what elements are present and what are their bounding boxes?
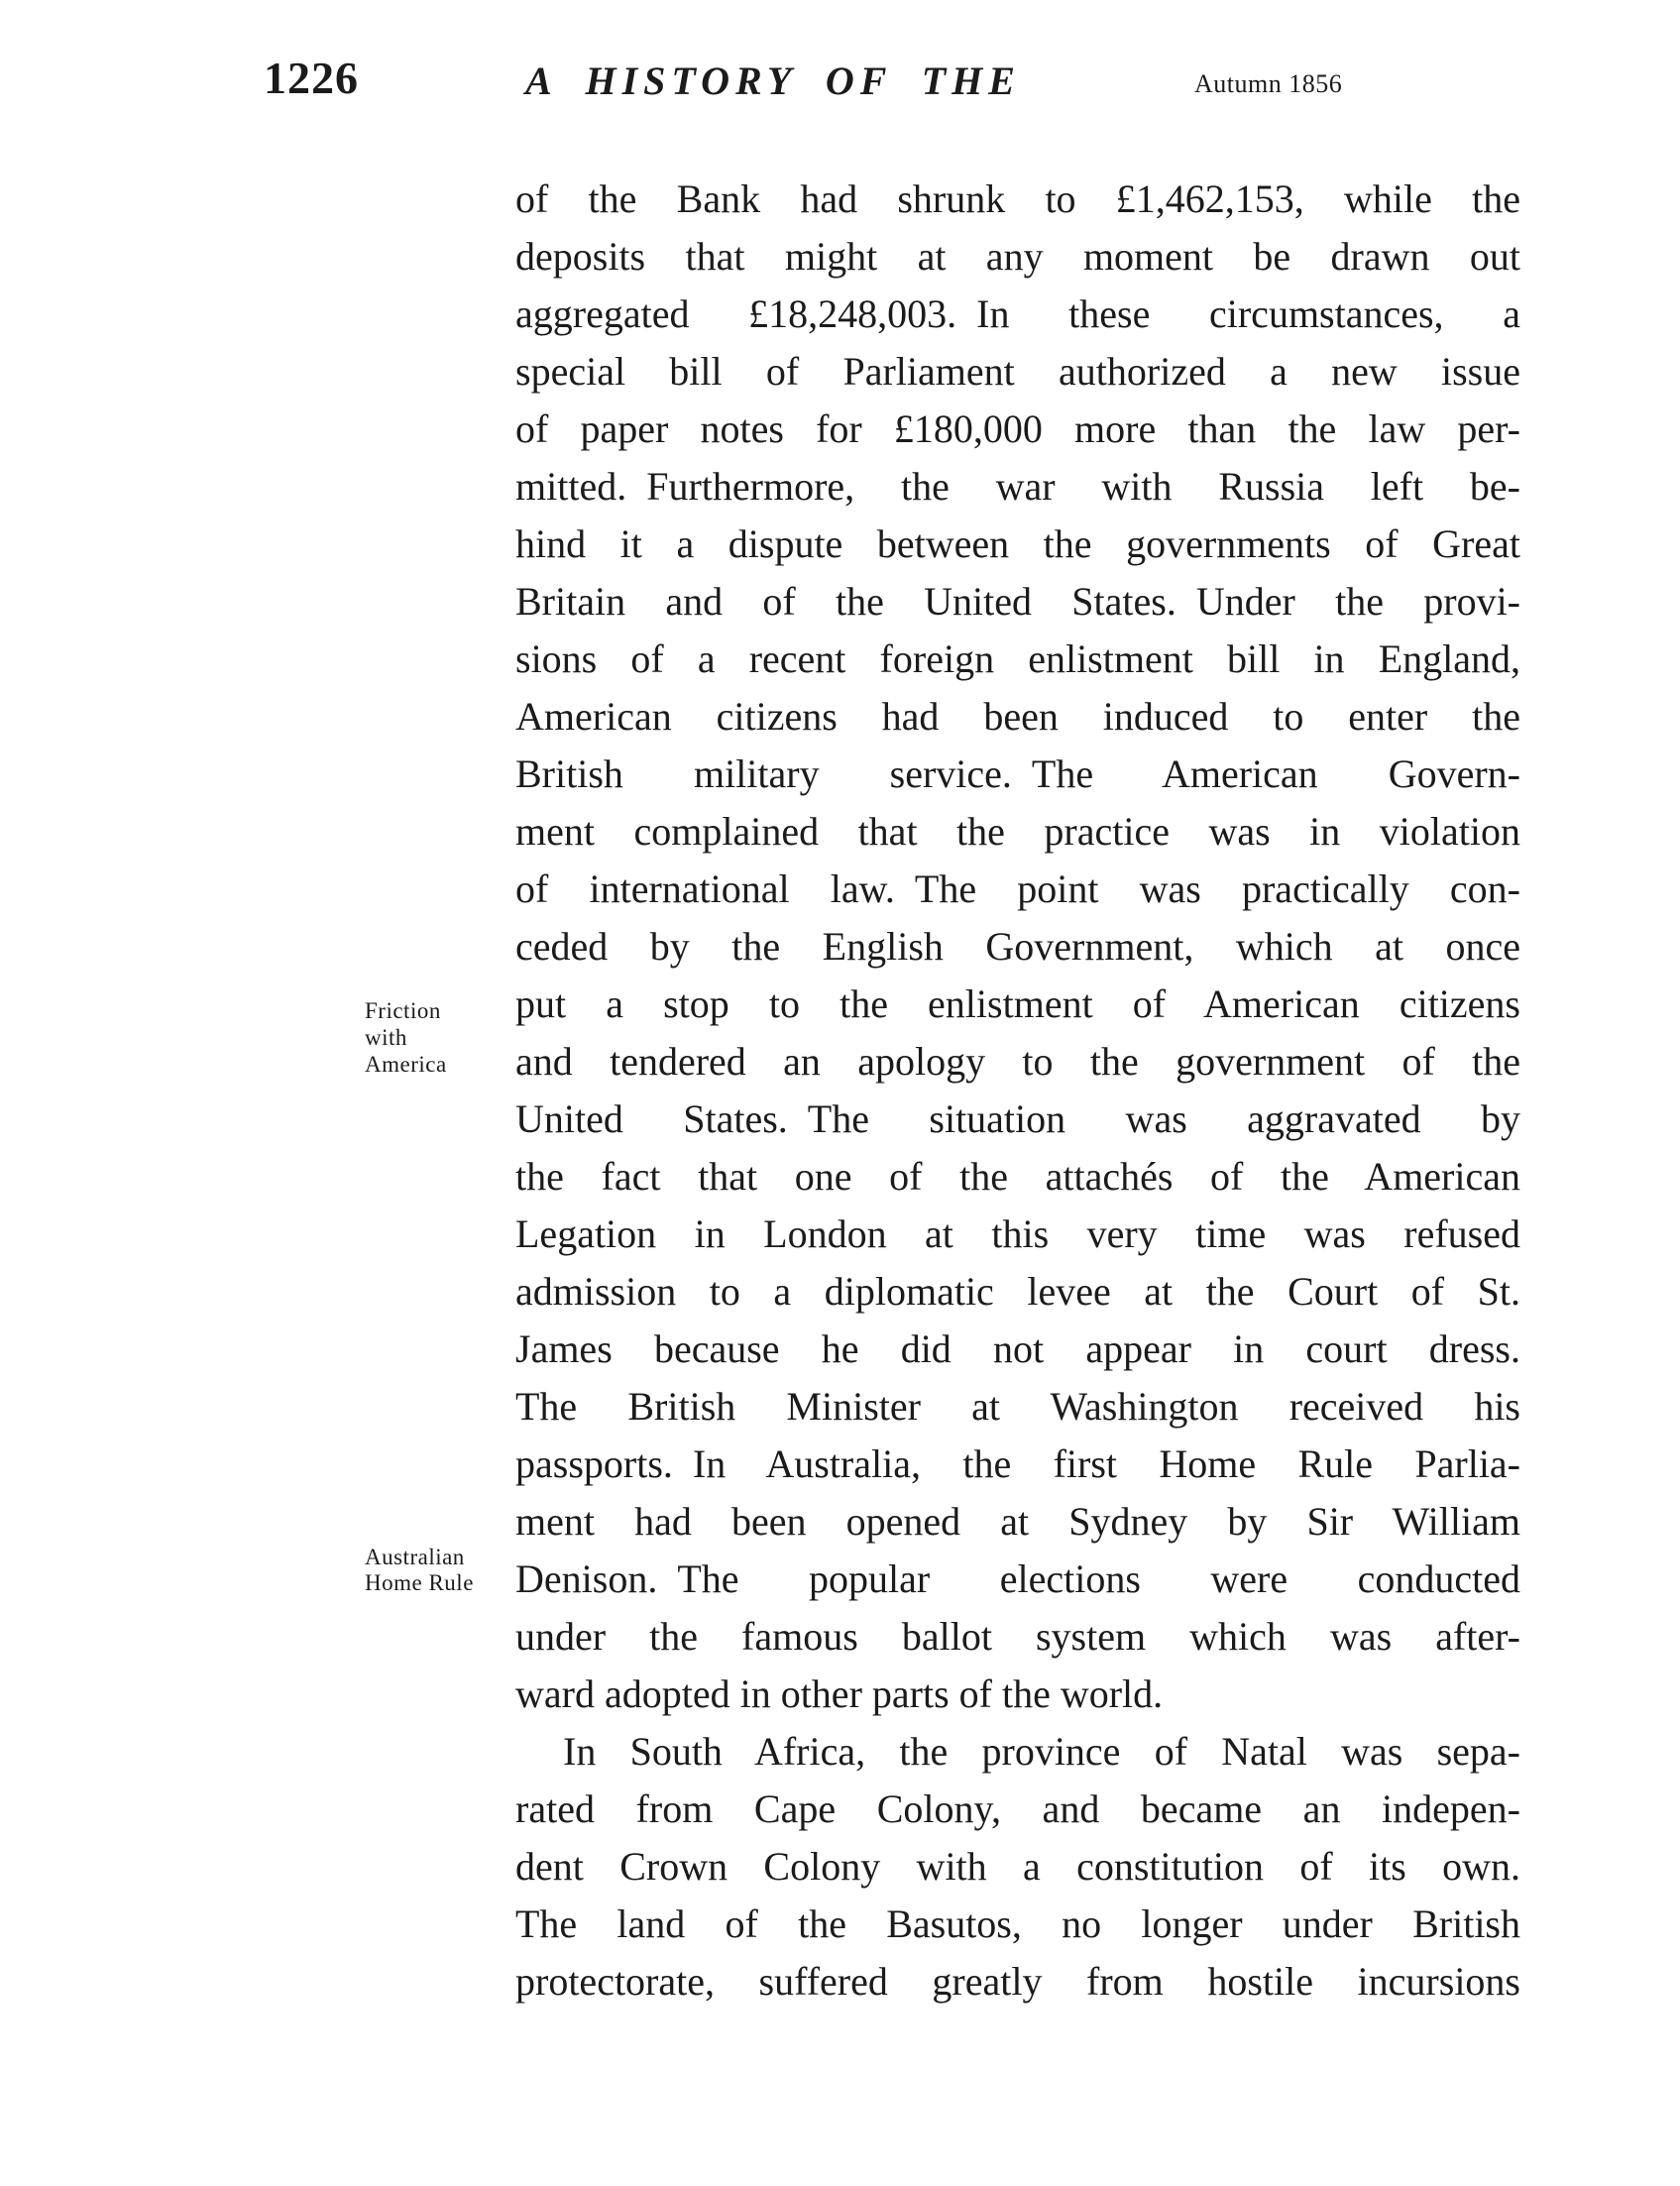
body-line: The land of the Basutos, no longer under British [515,1901,1520,1946]
margin-note-line: Australian [365,1545,465,1569]
body-line: special bill of Parliament authorized a new issue [515,349,1520,394]
body-line: sions of a recent foreign enlistment bill in England, [515,636,1520,681]
body-line: rated from Cape Colony, and became an indepen- [515,1786,1520,1831]
body-line: American citizens had been induced to enter the [515,694,1520,739]
body-line: British military service. The American Govern- [515,751,1520,796]
running-head: A HISTORY OF THE [525,58,1021,103]
body-line: Denison. The popular elections were conducted [515,1556,1520,1601]
date-label: Autumn 1856 [1194,69,1343,98]
body-line: dent Crown Colony with a constitution of its own. [515,1844,1520,1889]
body-line: deposits that might at any moment be drawn out [515,234,1520,279]
body-line: ward adopted in other parts of the world. [515,1671,1164,1716]
body-line: Legation in London at this very time was refused [515,1211,1520,1256]
body-line: protectorate, suffered greatly from hostile incursions [515,1959,1520,2004]
body-line: passports. In Australia, the first Home Rule Parlia- [515,1441,1520,1486]
margin-note-line: Home Rule [365,1570,474,1595]
body-line: hind it a dispute between the governments of Great [515,521,1520,566]
body-line: of paper notes for £180,000 more than the law per- [515,406,1520,451]
body-line: In South Africa, the province of Natal was sepa- [563,1729,1520,1774]
body-line: mitted. Furthermore, the war with Russia left be- [515,464,1520,509]
body-line: ment complained that the practice was in violation [515,809,1520,854]
margin-note-line: Friction [365,998,441,1023]
body-line: under the famous ballot system which was after- [515,1614,1520,1659]
body-line: admission to a diplomatic levee at the Court of St. [515,1269,1520,1314]
body-line: James because he did not appear in court dress. [515,1326,1520,1371]
body-line: and tendered an apology to the government of the [515,1039,1520,1084]
margin-note-line: America [365,1052,447,1077]
body-line: put a stop to the enlistment of American citizens [515,981,1520,1026]
body-line: ceded by the English Government, which at once [515,924,1520,969]
body-line: The British Minister at Washington received his [515,1384,1520,1429]
body-line: United States. The situation was aggravated by [515,1096,1520,1141]
body-line: of international law. The point was practically con- [515,866,1520,911]
body-line: aggregated £18,248,003. In these circumstances, a [515,291,1520,336]
body-line: the fact that one of the attachés of the American [515,1154,1520,1199]
body-line: of the Bank had shrunk to £1,462,153, while the [515,176,1520,221]
body-line: Britain and of the United States. Under the provi- [515,579,1520,624]
page-number: 1226 [264,53,359,103]
body-text [515,171,1520,2011]
margin-note-line: with [365,1025,407,1050]
body-line: ment had been opened at Sydney by Sir William [515,1499,1520,1544]
